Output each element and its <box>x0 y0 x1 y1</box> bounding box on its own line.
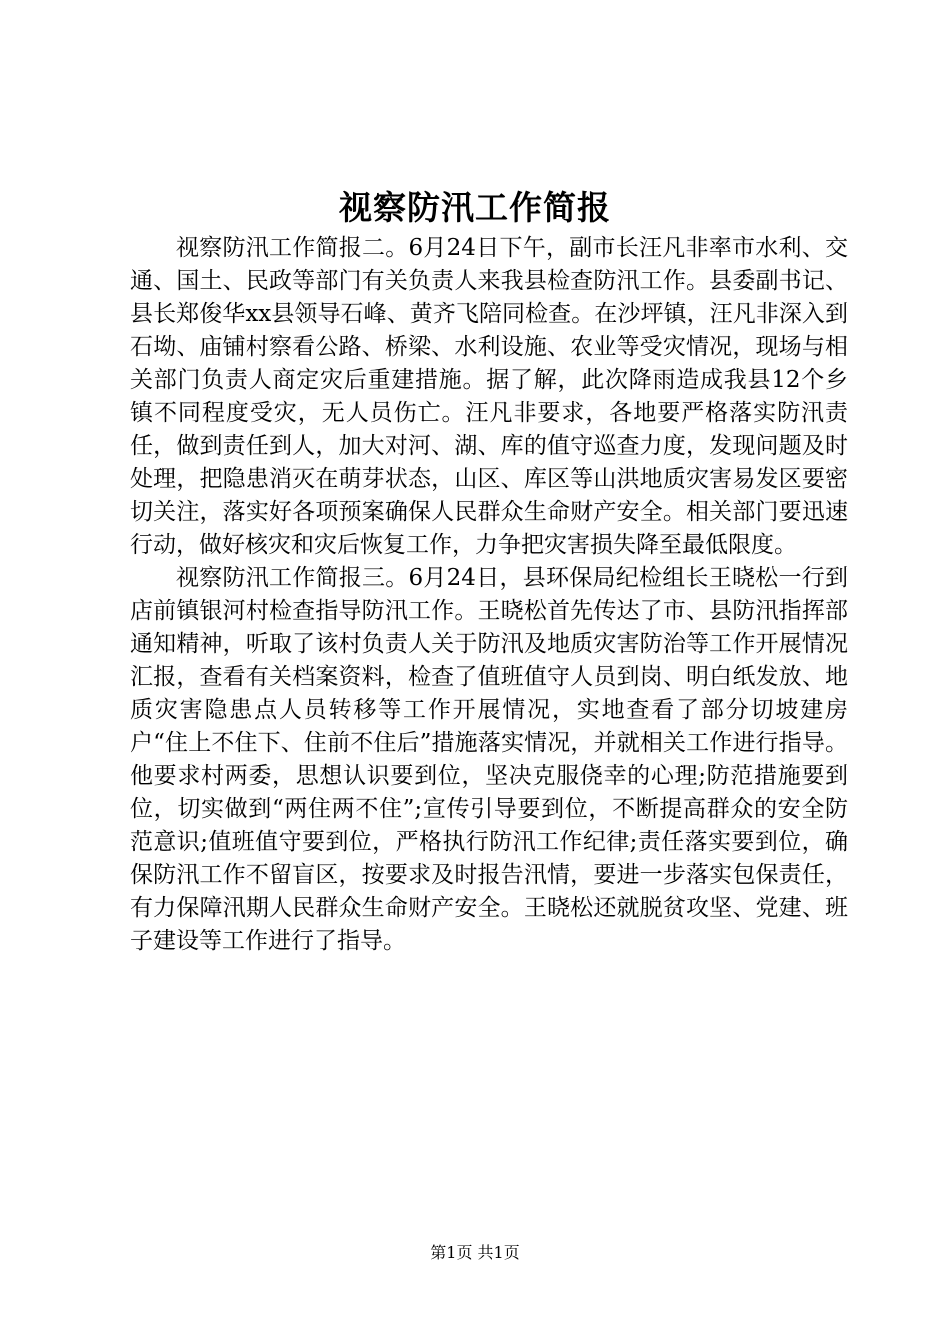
document-title: 视察防汛工作简报 <box>339 188 611 227</box>
document-body <box>130 232 848 958</box>
page-number-footer: 第1页 共1页 <box>430 1243 520 1262</box>
paragraph-briefing-three: 视察防汛工作简报三。6月24日，县环保局纪检组长王晓松一行到店前镇银河村检查指导防汛工作。王晓松首先传达了市、县防汛指挥部通知精神，听取了该村负责人关于防汛及地质灾害防治等工作开展情况汇报，查看有关档案资料，检查了值班值守人员到岗、明白纸发放、地质灾害隐患点人员转移等工作开展情况，实地查看了部分切坡建房户“住上不住下、住前不住后”措施落实情况，并就相关工作进行指导。他要求村两委，思想认识要到位，坚决克服侥幸的心理;防范措施要到位，切实做到“两住两不住”;宣传引导要到位，不断提高群众的安全防范意识;值班值守要到位，严格执行防汛工作纪律;责任落实要到位，确保防汛工作不留盲区，按要求及时报告汛情，要进一步落实包保责任，有力保障汛期人民群众生命财产安全。王晓松还就脱贫攻坚、党建、班子建设等工作进行了指导。 <box>130 565 848 954</box>
paragraph-briefing-two: 视察防汛工作简报二。6月24日下午，副市长汪凡非率市水利、交通、国土、民政等部门有关负责人来我县检查防汛工作。县委副书记、县长郑俊华xx县领导石峰、黄齐飞陪同检查。在沙坪镇，汪凡非深入到石坳、庙铺村察看公路、桥梁、水利设施、农业等受灾情况，现场与相关部门负责人商定灾后重建措施。据了解，此次降雨造成我县12个乡镇不同程度受灾，无人员伤亡。汪凡非要求，各地要严格落实防汛责任，做到责任到人，加大对河、湖、库的值守巡查力度，发现问题及时处理，把隐患消灭在萌芽状态，山区、库区等山洪地质灾害易发区要密切关注，落实好各项预案确保人民群众生命财产安全。相关部门要迅速行动，做好核灾和灾后恢复工作，力争把灾害损失降至最低限度。 <box>130 235 848 558</box>
